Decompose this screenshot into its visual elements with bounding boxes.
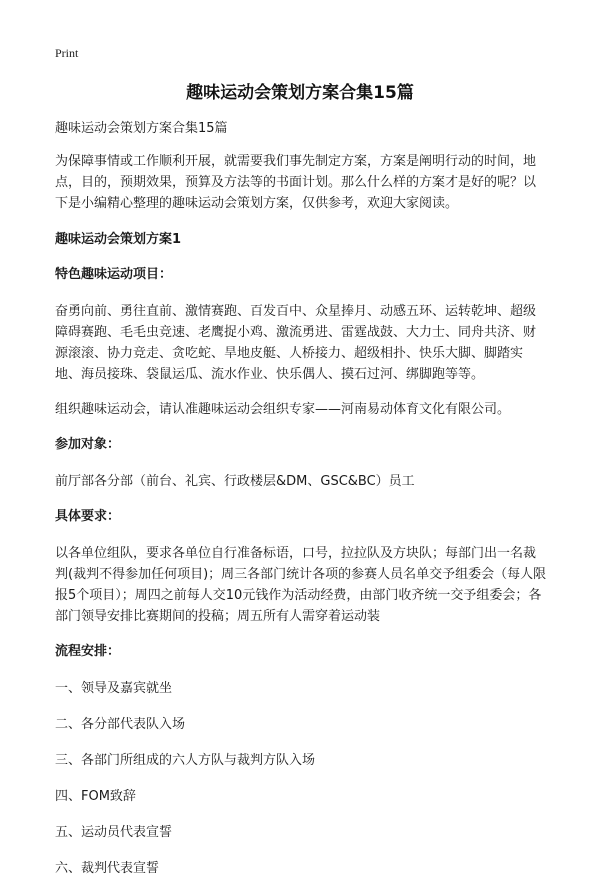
process-step: 二、各分部代表队入场 xyxy=(55,717,186,732)
page-title: 趣味运动会策划方案合集15篇 xyxy=(186,83,414,103)
process-step: 六、裁判代表宣誓 xyxy=(55,861,160,876)
process-step: 五、运动员代表宣誓 xyxy=(55,825,173,840)
intro-paragraph: 为保障事情或工作顺利开展，就需要我们事先制定方案，方案是阐明行动的时间，地点，目的，预期效果，预算及方法等的书面计划。那么什么样的方案才是好的呢？以下是小编精心整理的趣味运动会策划方案，仅供参考，欢迎大家阅读。 xyxy=(55,154,537,211)
document-subtitle: 趣味运动会策划方案合集15篇 xyxy=(55,121,228,136)
organizer-paragraph: 组织趣味运动会，请认准趣味运动会组织专家——河南易动体育文化有限公司。 xyxy=(55,402,511,417)
participants-paragraph: 前厅部各分部（前台、礼宾、行政楼层&DM、GSC&BC）员工 xyxy=(55,474,415,489)
requirements-heading: 具体要求： xyxy=(55,509,121,524)
process-heading: 流程安排： xyxy=(55,644,121,659)
process-step: 一、领导及嘉宾就坐 xyxy=(55,681,173,696)
document-body xyxy=(55,118,547,894)
process-step: 四、FOM致辞 xyxy=(55,789,136,804)
requirements-paragraph: 以各单位组队，要求各单位自行准备标语，口号，拉拉队及方块队；每部门出一名裁判(裁判不得参加任何项目)；周三各部门统计各项的参赛人员名单交予组委会（每人限报5个项目）；周四之前每人交10元钱作为活动经费，由部门收齐统一交予组委会；各部门领导安排比赛期间的投稿；周五所有人需穿着运动装 xyxy=(55,546,547,624)
print-link[interactable]: Print xyxy=(55,46,79,60)
items-paragraph: 奋勇向前、勇往直前、激情赛跑、百发百中、众星捧月、动感五环、运转乾坤、超级障碍赛跑、毛毛虫竞速、老鹰捉小鸡、激流勇进、雷霆战鼓、大力士、同舟共济、财源滚滚、协力竞走、贪吃蛇、旱地皮艇、人桥接力、超级相扑、快乐大脚、脚踏实地、海员接珠、袋鼠运瓜、流水作业、快乐偶人、摸石过河、绑脚跑等等。 xyxy=(55,304,537,382)
process-step: 三、各部门所组成的六人方队与裁判方队入场 xyxy=(55,753,316,768)
participants-heading: 参加对象： xyxy=(55,437,121,452)
section1-heading: 趣味运动会策划方案1 xyxy=(55,232,182,247)
items-heading: 特色趣味运动项目： xyxy=(55,267,173,282)
process-steps-list xyxy=(55,678,547,879)
